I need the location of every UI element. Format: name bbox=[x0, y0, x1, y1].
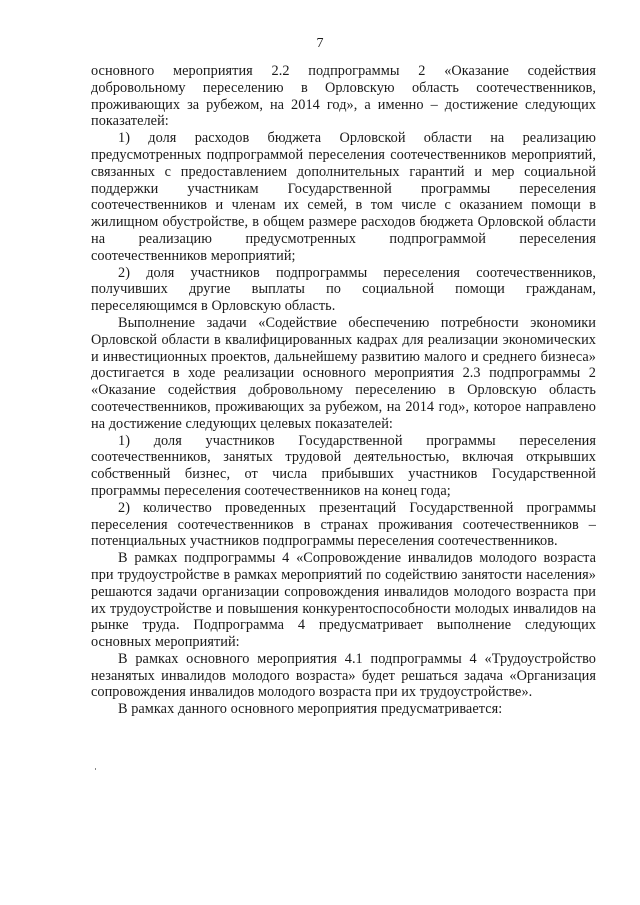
paragraph: 1) доля участников Государственной программы переселения соотечественников, занятых трудовой деятельностью, включая открывших собственный бизнес, от числа прибывших участников Государственной программы переселения соотечественников на конец года; bbox=[91, 432, 596, 499]
paragraph: В рамках данного основного мероприятия предусматривается: bbox=[118, 701, 503, 718]
paragraph: В рамках основного мероприятия 4.1 подпрограммы 4 «Трудоустройство незанятых инвалидов молодого возраста» будет решаться задача «Организация сопровождения инвалидов молодого возраста при их трудоустройстве». bbox=[91, 650, 596, 701]
paragraph: Выполнение задачи «Содействие обеспечению потребности экономики Орловской области в квалифицированных кадрах для реализации экономических и инвестиционных проектов, дальнейшему развитию малого и среднего бизнеса» достигается в ходе реализации основного мероприятия 2.3 подпрограммы 2 «Оказание содействия добровольному переселению в Орловскую область соотечественников, проживающих за рубежом, на 2014 год», которое направлено на достижение следующих целевых показателей: bbox=[91, 314, 596, 432]
paragraph: 2) количество проведенных презентаций Государственной программы переселения соотечественников в странах проживания соотечественников – потенциальных участников подпрограммы переселения соотечественников. bbox=[91, 499, 596, 550]
document-body bbox=[91, 63, 596, 718]
scan-speck bbox=[95, 768, 96, 770]
paragraph: 1) доля расходов бюджета Орловской области на реализацию предусмотренных подпрограммой переселения соотечественников мероприятий, связанных с предоставлением дополнительных гарантий и мер социальной поддержки участникам Государственной программы переселения соотечественников и членам их семей, в том числе с оказанием помощи в жилищном обустройстве, в общем размере расходов бюджета Орловской области на реализацию предусмотренных подпрограммой переселения соотечественников мероприятий; bbox=[91, 130, 596, 264]
paragraph: основного мероприятия 2.2 подпрограммы 2 «Оказание содействия добровольному переселению в Орловскую область соотечественников, проживающих за рубежом, на 2014 год», а именно – достижение следующих показателей: bbox=[91, 63, 596, 130]
paragraph: В рамках подпрограммы 4 «Сопровождение инвалидов молодого возраста при трудоустройстве в рамках мероприятий по содействию занятости населения» решаются задачи организации сопровождения инвалидов молодого возраста при их трудоустройстве и повышения конкурентоспособности молодых инвалидов на рынке труда. Подпрограмма 4 предусматривает выполнение следующих основных мероприятий: bbox=[91, 550, 596, 651]
page-number: 7 bbox=[316, 36, 324, 51]
paragraph: 2) доля участников подпрограммы переселения соотечественников, получивших другие выплаты по социальной помощи гражданам, переселяющимся в Орловскую область. bbox=[91, 264, 596, 315]
